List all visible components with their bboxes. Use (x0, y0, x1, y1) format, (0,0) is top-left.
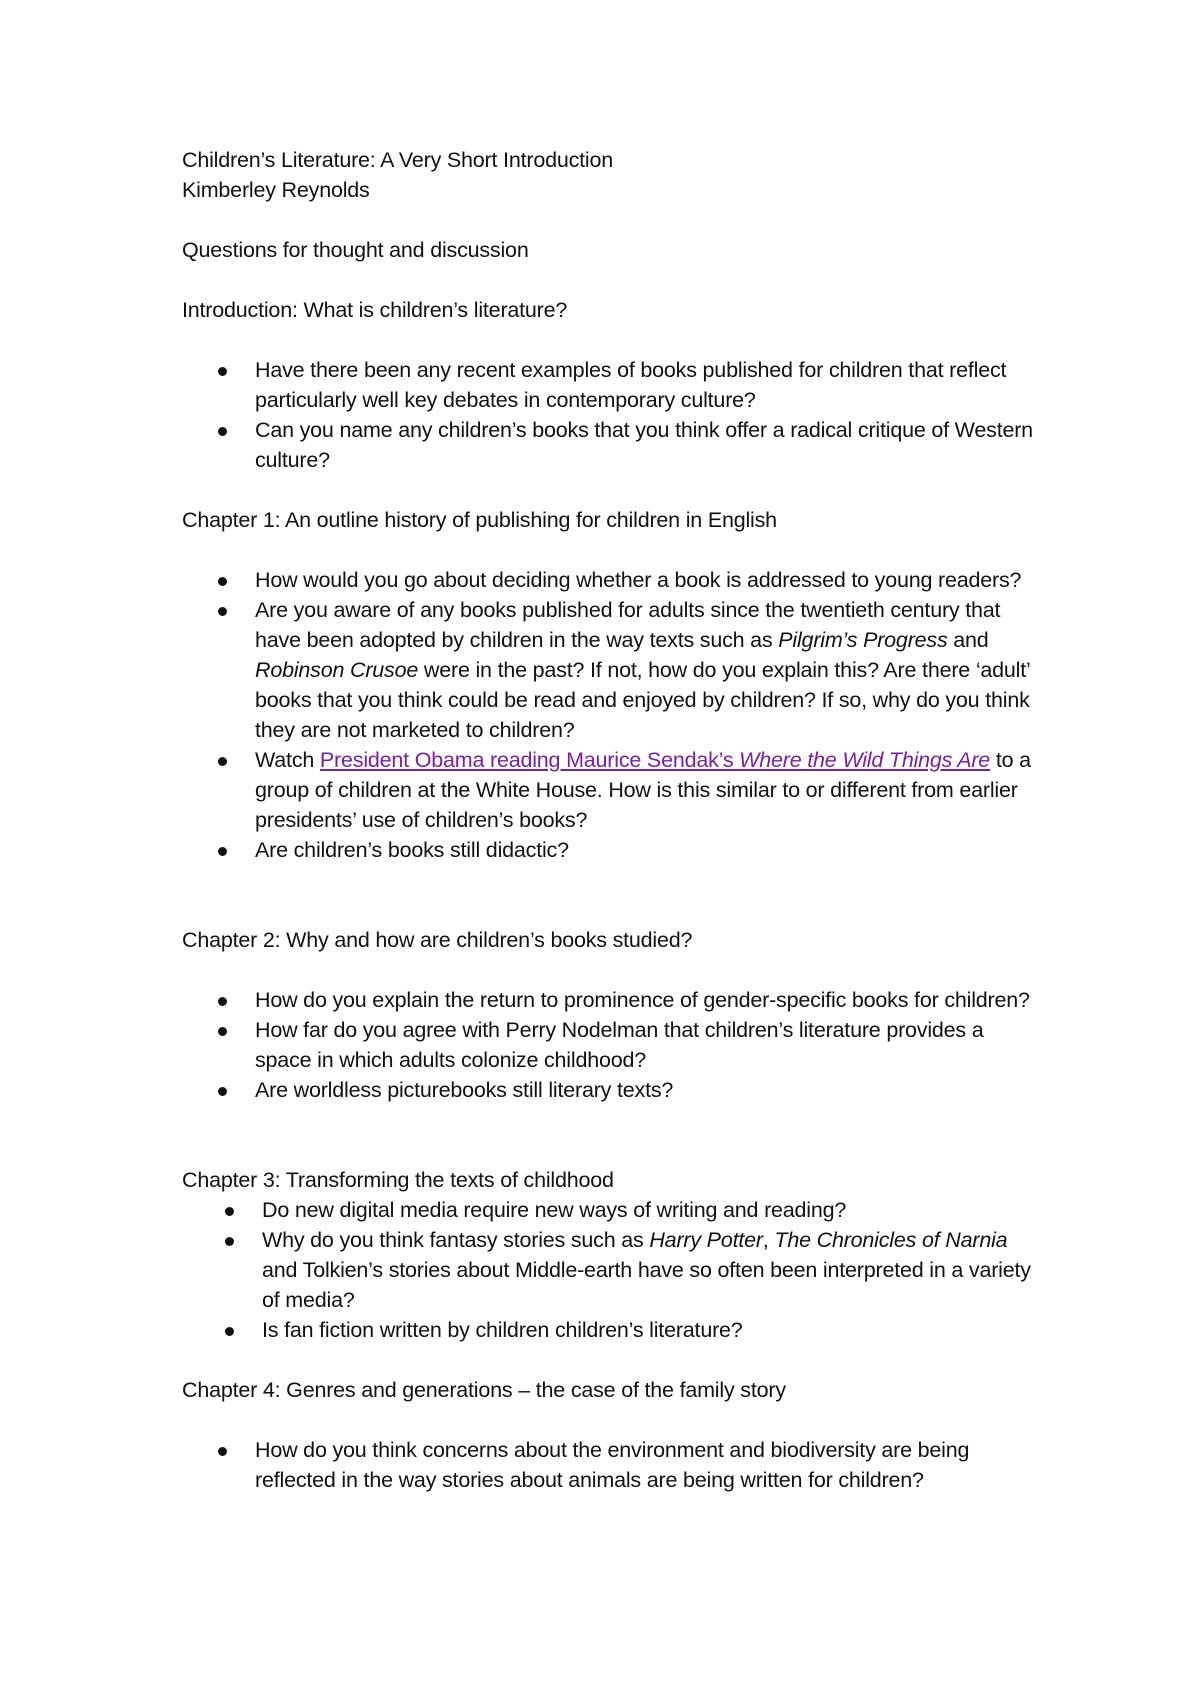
section-heading-chapter-2: Chapter 2: Why and how are children’s books studied? (182, 928, 693, 952)
question-text: How far do you agree with Perry Nodelman that children’s literature provides a space in which adults colonize childhood? (255, 1018, 984, 1072)
question-text: Have there been any recent examples of books published for children that reflect particularly well key debates in contemporary culture? (255, 358, 1007, 412)
book-title-robinson-crusoe: Robinson Crusoe (255, 658, 419, 682)
bullet-icon (218, 847, 227, 856)
bullet-icon (218, 427, 227, 436)
book-title-chronicles-of-narnia: The Chronicles of Narnia (774, 1228, 1008, 1252)
list-item (182, 1195, 1042, 1225)
question-text: Are children’s books still didactic? (255, 838, 569, 862)
bullet-icon (225, 1327, 234, 1336)
list-item (182, 985, 1042, 1015)
chapter-2-question-list (182, 985, 1042, 1105)
question-text-part: were in the past? If not, how do you explain this? Are there ‘adult’ books that you think could be read and enjoyed by children? If so, why do you think they are not marketed to children? (255, 658, 1030, 742)
introduction-question-list (182, 355, 1042, 475)
bullet-icon (218, 607, 227, 616)
list-item (182, 835, 1042, 865)
list-item (182, 355, 1042, 415)
obama-reading-video-link[interactable] (320, 748, 990, 772)
list-item (182, 1015, 1042, 1075)
section-heading-chapter-1: Chapter 1: An outline history of publishing for children in English (182, 508, 777, 532)
question-text: How would you go about deciding whether a book is addressed to young readers? (255, 568, 1022, 592)
bullet-icon (225, 1237, 234, 1246)
list-item (182, 565, 1042, 595)
link-text: President Obama reading Maurice Sendak’s (319, 748, 740, 772)
bullet-icon (218, 757, 227, 766)
question-text-part: and (947, 628, 989, 652)
list-item (182, 415, 1042, 475)
list-item (182, 1225, 1042, 1315)
question-text (255, 598, 1030, 742)
book-title-harry-potter: Harry Potter (649, 1228, 763, 1252)
question-text-part: and Tolkien’s stories about Middle-earth have so often been interpreted in a variety of media? (262, 1258, 1031, 1312)
list-item (182, 1075, 1042, 1105)
question-text (255, 748, 1031, 832)
question-text-part: Watch (255, 748, 320, 772)
bullet-icon (218, 1447, 227, 1456)
list-item (182, 1315, 1042, 1345)
section-heading-introduction: Introduction: What is children’s literature? (182, 298, 568, 322)
list-item (182, 745, 1042, 835)
question-text-part: , (762, 1228, 775, 1252)
list-item (182, 1435, 1042, 1495)
section-heading-chapter-3: Chapter 3: Transforming the texts of childhood (182, 1168, 614, 1192)
chapter-1-question-list (182, 565, 1042, 865)
question-text: Do new digital media require new ways of writing and reading? (262, 1198, 847, 1222)
question-text-part: to a group of children at the White House. How is this similar to or different from earlier presidents’ use of children’s books? (255, 748, 1031, 832)
document-body (182, 145, 1042, 1495)
list-item (182, 595, 1042, 745)
chapter-4-question-list (182, 1435, 1042, 1495)
bullet-icon (218, 367, 227, 376)
document-subtitle: Questions for thought and discussion (182, 238, 529, 262)
bullet-icon (225, 1207, 234, 1216)
question-text: Is fan fiction written by children children’s literature? (262, 1318, 743, 1342)
section-heading-chapter-4: Chapter 4: Genres and generations – the case of the family story (182, 1378, 786, 1402)
question-text-part: Are you aware of any books published for adults since the twentieth century that have been adopted by children in the way texts such as (255, 598, 1001, 652)
document-author: Kimberley Reynolds (182, 178, 370, 202)
book-title-pilgrims-progress: Pilgrim’s Progress (778, 628, 948, 652)
chapter-3-question-list (182, 1195, 1042, 1345)
question-text: How do you explain the return to prominence of gender-specific books for children? (255, 988, 1030, 1012)
link-book-title: Where the Wild Things Are (739, 748, 991, 772)
document-title: Children’s Literature: A Very Short Introduction (182, 148, 614, 172)
bullet-icon (218, 1087, 227, 1096)
question-text: Are worldless picturebooks still literary texts? (255, 1078, 674, 1102)
question-text: Can you name any children’s books that you think offer a radical critique of Western culture? (255, 418, 1033, 472)
question-text-part: Why do you think fantasy stories such as (262, 1228, 650, 1252)
bullet-icon (218, 1027, 227, 1036)
question-text (262, 1228, 1031, 1312)
bullet-icon (218, 997, 227, 1006)
question-text: How do you think concerns about the environment and biodiversity are being reflected in the way stories about animals are being written for children? (255, 1438, 970, 1492)
bullet-icon (218, 577, 227, 586)
